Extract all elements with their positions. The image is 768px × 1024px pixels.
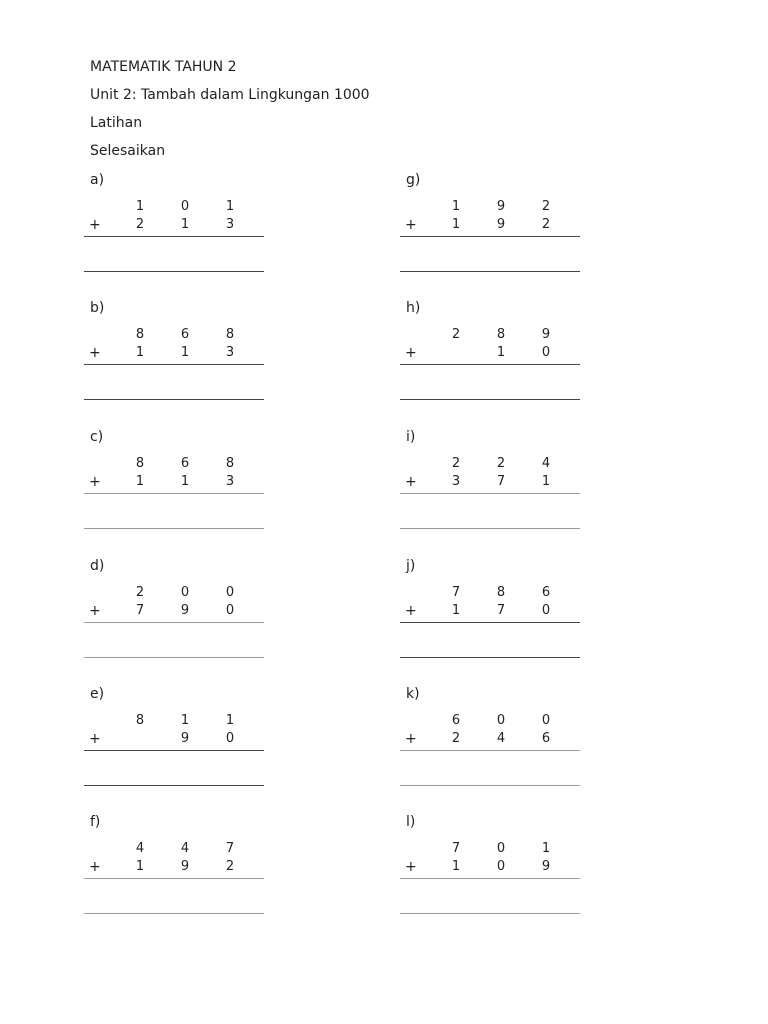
addend-bottom-digit: 1 bbox=[180, 217, 190, 232]
problem-label: g) bbox=[406, 172, 421, 188]
sum-rule-line bbox=[84, 878, 264, 879]
plus-sign: + bbox=[405, 217, 417, 233]
answer-line bbox=[400, 271, 580, 272]
answer-line bbox=[84, 399, 264, 400]
addition-problem bbox=[400, 171, 580, 281]
addend-top-digit: 6 bbox=[451, 713, 461, 728]
addend-top-digit: 1 bbox=[135, 199, 145, 214]
addend-bottom-digit: 7 bbox=[496, 603, 506, 618]
addition-problem bbox=[84, 171, 264, 281]
addend-top-digit: 7 bbox=[451, 585, 461, 600]
addend-top-digit: 8 bbox=[225, 456, 235, 471]
addend-top-digit: 2 bbox=[135, 585, 145, 600]
addend-top-digit: 8 bbox=[496, 327, 506, 342]
answer-line bbox=[84, 271, 264, 272]
addend-top-digit: 8 bbox=[496, 585, 506, 600]
subject-title: MATEMATIK TAHUN 2 bbox=[90, 59, 237, 75]
addend-bottom-digit: 1 bbox=[180, 345, 190, 360]
addend-bottom-digit: 3 bbox=[225, 474, 235, 489]
addend-top-digit: 9 bbox=[541, 327, 551, 342]
plus-sign: + bbox=[405, 731, 417, 747]
plus-sign: + bbox=[89, 474, 101, 490]
problem-label: a) bbox=[90, 172, 105, 188]
addend-top-digit: 2 bbox=[541, 199, 551, 214]
addend-bottom-digit: 1 bbox=[451, 603, 461, 618]
problem-label: h) bbox=[406, 300, 421, 316]
answer-line bbox=[400, 785, 580, 786]
addend-top-digit: 4 bbox=[541, 456, 551, 471]
plus-sign: + bbox=[89, 731, 101, 747]
addition-problem bbox=[84, 813, 264, 923]
answer-line bbox=[400, 913, 580, 914]
addend-top-digit: 7 bbox=[225, 841, 235, 856]
addend-bottom-digit: 1 bbox=[180, 474, 190, 489]
answer-line bbox=[84, 913, 264, 914]
answer-line bbox=[400, 399, 580, 400]
addend-bottom-digit: 1 bbox=[135, 345, 145, 360]
addend-bottom-digit: 0 bbox=[541, 345, 551, 360]
addend-bottom-digit: 9 bbox=[180, 731, 190, 746]
addend-bottom-digit: 1 bbox=[496, 345, 506, 360]
sum-rule-line bbox=[400, 622, 580, 623]
addend-top-digit: 0 bbox=[180, 199, 190, 214]
problem-label: b) bbox=[90, 300, 105, 316]
problem-label: l) bbox=[406, 814, 416, 830]
problem-label: c) bbox=[90, 429, 104, 445]
problem-label: j) bbox=[406, 558, 416, 574]
addend-bottom-digit: 4 bbox=[496, 731, 506, 746]
answer-line bbox=[400, 657, 580, 658]
problem-label: e) bbox=[90, 686, 105, 702]
sum-rule-line bbox=[84, 493, 264, 494]
plus-sign: + bbox=[89, 217, 101, 233]
addend-top-digit: 1 bbox=[541, 841, 551, 856]
addend-bottom-digit: 9 bbox=[180, 859, 190, 874]
plus-sign: + bbox=[89, 345, 101, 361]
addend-top-digit: 1 bbox=[225, 713, 235, 728]
plus-sign: + bbox=[89, 859, 101, 875]
addend-bottom-digit: 1 bbox=[541, 474, 551, 489]
addition-problem bbox=[84, 299, 264, 409]
addend-top-digit: 8 bbox=[135, 456, 145, 471]
plus-sign: + bbox=[405, 603, 417, 619]
addend-top-digit: 2 bbox=[496, 456, 506, 471]
addend-bottom-digit: 2 bbox=[225, 859, 235, 874]
addition-problem bbox=[84, 557, 264, 667]
addend-top-digit: 0 bbox=[496, 841, 506, 856]
addend-bottom-digit: 3 bbox=[225, 345, 235, 360]
addend-top-digit: 6 bbox=[180, 456, 190, 471]
addend-top-digit: 7 bbox=[451, 841, 461, 856]
addend-top-digit: 0 bbox=[180, 585, 190, 600]
addend-bottom-digit: 2 bbox=[135, 217, 145, 232]
sum-rule-line bbox=[84, 236, 264, 237]
addend-top-digit: 4 bbox=[180, 841, 190, 856]
exercise-label: Latihan bbox=[90, 115, 143, 131]
addend-bottom-digit: 1 bbox=[135, 474, 145, 489]
answer-line bbox=[84, 657, 264, 658]
addend-top-digit: 6 bbox=[541, 585, 551, 600]
addend-bottom-digit: 2 bbox=[541, 217, 551, 232]
sum-rule-line bbox=[400, 364, 580, 365]
addition-problem bbox=[84, 428, 264, 538]
addend-bottom-digit: 1 bbox=[451, 217, 461, 232]
addend-bottom-digit: 9 bbox=[541, 859, 551, 874]
problem-label: k) bbox=[406, 686, 420, 702]
unit-title: Unit 2: Tambah dalam Lingkungan 1000 bbox=[90, 87, 370, 103]
answer-line bbox=[400, 528, 580, 529]
problem-label: i) bbox=[406, 429, 416, 445]
addend-bottom-digit: 3 bbox=[451, 474, 461, 489]
addend-bottom-digit: 9 bbox=[496, 217, 506, 232]
plus-sign: + bbox=[405, 345, 417, 361]
addition-problem bbox=[400, 813, 580, 923]
problem-label: f) bbox=[90, 814, 101, 830]
addition-problem bbox=[400, 299, 580, 409]
addend-bottom-digit: 6 bbox=[541, 731, 551, 746]
sum-rule-line bbox=[400, 750, 580, 751]
plus-sign: + bbox=[405, 859, 417, 875]
addend-bottom-digit: 0 bbox=[541, 603, 551, 618]
sum-rule-line bbox=[84, 750, 264, 751]
answer-line bbox=[84, 528, 264, 529]
sum-rule-line bbox=[84, 364, 264, 365]
addend-top-digit: 8 bbox=[225, 327, 235, 342]
addition-problem bbox=[400, 685, 580, 795]
addend-bottom-digit: 1 bbox=[135, 859, 145, 874]
addend-bottom-digit: 2 bbox=[451, 731, 461, 746]
addend-bottom-digit: 3 bbox=[225, 217, 235, 232]
addend-bottom-digit: 0 bbox=[496, 859, 506, 874]
addition-problem bbox=[84, 685, 264, 795]
addend-top-digit: 4 bbox=[135, 841, 145, 856]
addend-top-digit: 8 bbox=[135, 327, 145, 342]
sum-rule-line bbox=[84, 622, 264, 623]
addend-top-digit: 1 bbox=[451, 199, 461, 214]
problem-label: d) bbox=[90, 558, 105, 574]
addend-top-digit: 0 bbox=[225, 585, 235, 600]
plus-sign: + bbox=[405, 474, 417, 490]
sum-rule-line bbox=[400, 236, 580, 237]
addend-bottom-digit: 7 bbox=[496, 474, 506, 489]
addend-top-digit: 0 bbox=[541, 713, 551, 728]
addend-top-digit: 6 bbox=[180, 327, 190, 342]
addition-problem bbox=[400, 557, 580, 667]
addend-bottom-digit: 9 bbox=[180, 603, 190, 618]
addend-bottom-digit: 1 bbox=[451, 859, 461, 874]
plus-sign: + bbox=[89, 603, 101, 619]
addend-top-digit: 1 bbox=[180, 713, 190, 728]
addend-bottom-digit: 7 bbox=[135, 603, 145, 618]
instruction-label: Selesaikan bbox=[90, 143, 166, 159]
addend-top-digit: 2 bbox=[451, 327, 461, 342]
addend-top-digit: 8 bbox=[135, 713, 145, 728]
addition-problem bbox=[400, 428, 580, 538]
sum-rule-line bbox=[400, 878, 580, 879]
addend-bottom-digit: 0 bbox=[225, 731, 235, 746]
sum-rule-line bbox=[400, 493, 580, 494]
addend-top-digit: 9 bbox=[496, 199, 506, 214]
addend-bottom-digit: 0 bbox=[225, 603, 235, 618]
answer-line bbox=[84, 785, 264, 786]
addend-top-digit: 1 bbox=[225, 199, 235, 214]
addend-top-digit: 0 bbox=[496, 713, 506, 728]
addend-top-digit: 2 bbox=[451, 456, 461, 471]
